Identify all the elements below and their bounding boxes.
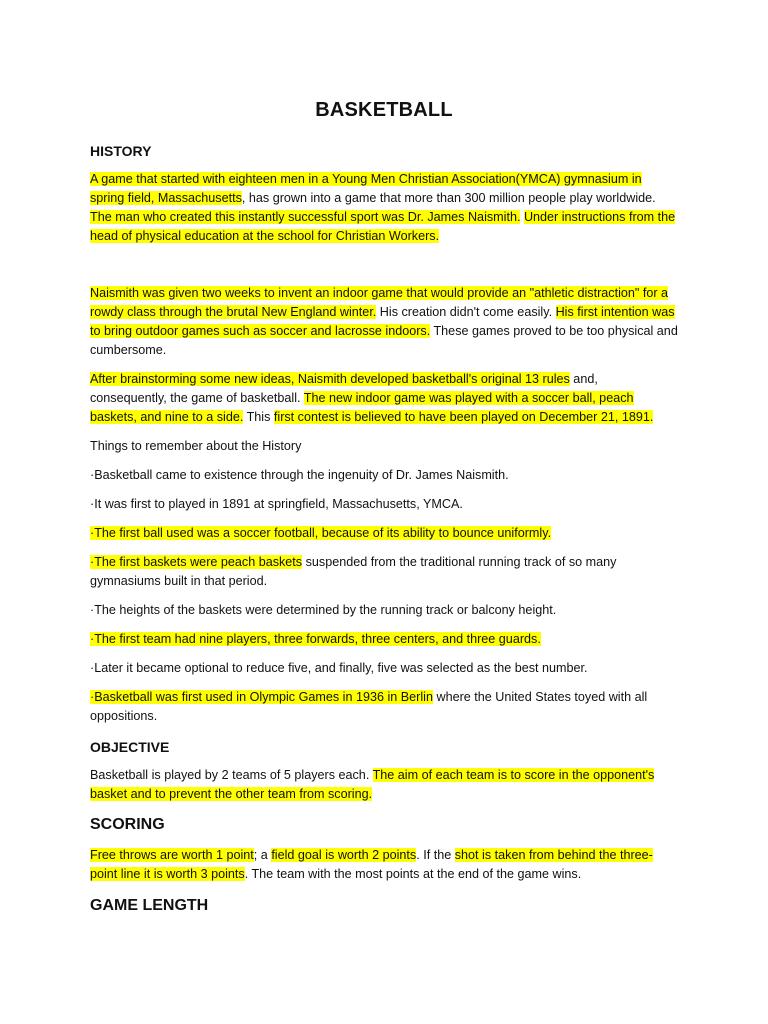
bullet-text: Later it became optional to reduce five, and finally, five was selected as the best number.	[94, 661, 588, 675]
heading-scoring: SCORING	[90, 816, 165, 833]
bullet-text: The heights of the baskets were determined by the running track or balcony height.	[94, 603, 557, 617]
history-bullet	[90, 524, 678, 543]
highlighted-text: The first baskets were peach baskets	[94, 555, 303, 569]
highlighted-text: A game that started with eighteen men in a Young Men Christian Association(YMCA) gymnasium in spring field, Massachusetts	[90, 172, 642, 205]
history-bullet	[90, 553, 678, 591]
bullet-marker: ·	[90, 690, 95, 704]
bullet-text: suspended from the traditional running track of so many gymnasiums built in that period.	[90, 555, 617, 588]
history-paragraph-2	[90, 284, 678, 360]
heading-objective: OBJECTIVE	[90, 739, 170, 755]
bullet-marker: ·	[90, 661, 95, 675]
paragraph-text: Basketball is played by 2 teams of 5 players each.	[90, 768, 373, 782]
highlighted-text: shot is taken from behind the three-point line it is worth 3 points	[90, 848, 653, 881]
bullet-marker: ·	[90, 468, 95, 482]
highlighted-text: The new indoor game was played with a soccer ball, peach baskets, and nine to a side.	[90, 391, 634, 424]
highlighted-text: The first ball used was a soccer football, because of its ability to bounce uniformly.	[94, 526, 552, 540]
highlighted-text: Basketball was first used in Olympic Games in 1936 in Berlin	[94, 690, 433, 704]
bullet-marker: ·	[90, 632, 95, 646]
objective-paragraph	[90, 766, 678, 804]
history-bullet	[90, 601, 678, 620]
history-bullet	[90, 688, 678, 726]
paragraph-text: . If the	[416, 848, 455, 862]
highlighted-text: The aim of each team is to score in the opponent's basket and to prevent the other team from scoring.	[90, 768, 655, 801]
paragraph-text: His creation didn't come easily.	[376, 305, 556, 319]
paragraph-text: . The team with the most points at the end of the game wins.	[244, 867, 582, 881]
bullet-marker: ·	[90, 603, 95, 617]
highlighted-text: Under instructions from the head of physical education at the school for Christian Workers.	[90, 210, 676, 243]
paragraph-text: and, consequently, the game of basketball.	[90, 372, 598, 405]
highlighted-text: Free throws are worth 1 point	[90, 848, 254, 862]
heading-game-length: GAME LENGTH	[90, 897, 209, 914]
scoring-paragraph	[90, 846, 678, 884]
history-bullet	[90, 630, 678, 649]
highlighted-text: After brainstorming some new ideas, Naismith developed basketball's original 13 rules	[90, 372, 570, 386]
highlighted-text: The man who created this instantly successful sport was Dr. James Naismith.	[90, 210, 521, 224]
paragraph-text: , has grown into a game that more than 300 million people play worldwide.	[241, 191, 656, 205]
history-bullet	[90, 495, 678, 514]
document-title: BASKETBALL	[315, 99, 453, 121]
bullet-marker: ·	[90, 526, 95, 540]
bullet-text: where the United States toyed with all oppositions.	[90, 690, 648, 723]
things-to-remember-intro: Things to remember about the History	[90, 439, 302, 453]
bullet-text: It was first to played in 1891 at springfield, Massachusetts, YMCA.	[94, 497, 463, 511]
bullet-marker: ·	[90, 497, 95, 511]
history-bullet	[90, 466, 678, 485]
highlighted-text: Naismith was given two weeks to invent an indoor game that would provide an "athletic distraction" for a rowdy class through the brutal New England winter.	[90, 286, 669, 319]
highlighted-text: His first intention was to bring outdoor games such as soccer and lacrosse indoors.	[90, 305, 675, 338]
heading-history: HISTORY	[90, 143, 152, 159]
paragraph-text: This	[243, 410, 274, 424]
highlighted-text: The first team had nine players, three forwards, three centers, and three guards.	[94, 632, 541, 646]
history-bullet	[90, 659, 678, 678]
document-body	[90, 96, 678, 917]
bullet-text: Basketball came to existence through the ingenuity of Dr. James Naismith.	[94, 468, 509, 482]
history-paragraph-3	[90, 370, 678, 427]
highlighted-text: field goal is worth 2 points	[271, 848, 417, 862]
bullet-marker: ·	[90, 555, 95, 569]
history-paragraph-1	[90, 170, 678, 246]
paragraph-text: ; a	[253, 848, 272, 862]
paragraph-text: These games proved to be too physical and cumbersome.	[90, 324, 678, 357]
highlighted-text: first contest is believed to have been played on December 21, 1891.	[273, 410, 654, 424]
